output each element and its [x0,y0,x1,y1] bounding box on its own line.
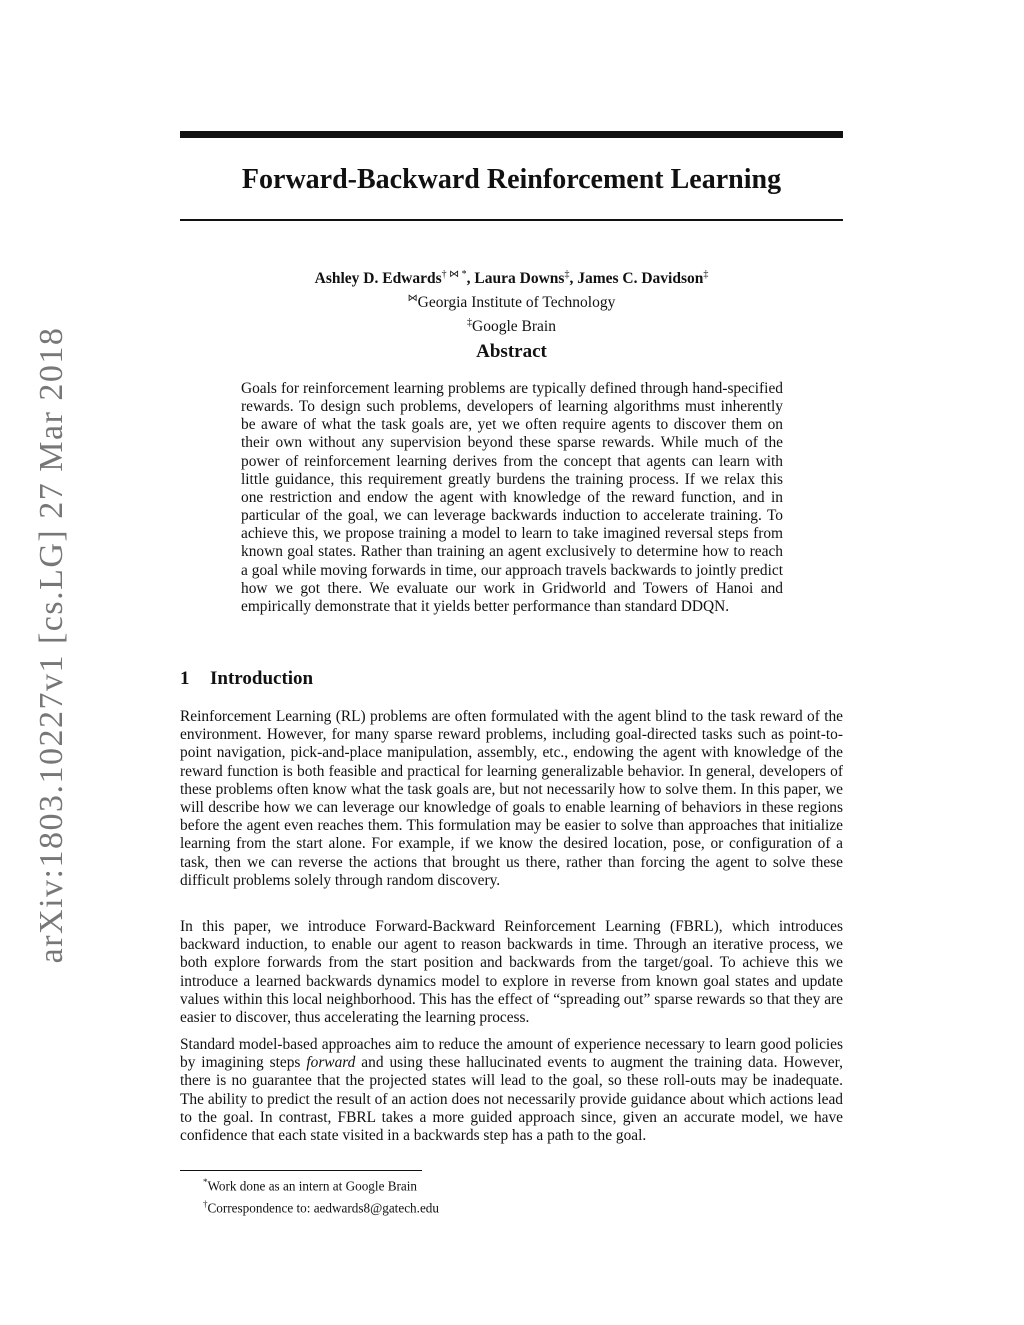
section-number: 1 [180,668,190,689]
emphasized-word: forward [306,1054,356,1072]
section-heading-introduction [180,667,313,691]
author-block [180,265,843,337]
author-name: Laura Downs [474,270,565,288]
footnotes [203,1173,439,1218]
affiliation-text: Google Brain [472,318,556,336]
footnote-rule [180,1170,422,1171]
author-marks: ‡ [703,269,709,280]
paper-title: Forward-Backward Reinforcement Learning [241,164,782,195]
author-name: James C. Davidson [577,270,704,288]
author-separator: , [466,270,475,288]
intro-paragraph-3 [180,1036,843,1145]
author-names [180,265,843,289]
footnote-text: Correspondence to: aedwards8@gatech.edu [207,1200,439,1216]
author-name: Ashley D. Edwards [314,270,442,288]
arxiv-identifier: arXiv:1803.10227v1 [cs.LG] 27 Mar 2018 [33,326,70,964]
affiliation [180,313,843,337]
paragraph-text: and using these hallucinated events to augment the training data. However, there is no guarantee that the projected states will lead to the goal, so these roll-outs may be inadequate. The ability to predict the result of an action does not necessarily provide guidance about which actions lead to the goal. In contrast, FBRL takes a more guided approach since, given an accurate model, we have confidence that each state visited in a backwards step has a path to the goal. [180,1054,843,1145]
intro-paragraph-2: In this paper, we introduce Forward-Backward Reinforcement Learning (FBRL), which introduces backward induction, to enable our agent to reason backwards in time. Through an iterative process, we both explore forwards from the start position and backwards from the target/goal. To achieve this we introduce a learned backwards dynamics model to explore in reverse from known goal states and update values within this local neighborhood. This has the effect of “spreading out” sparse rewards so that they are easier to discover, thus accelerating the learning process. [180,918,843,1027]
intro-paragraph-1: Reinforcement Learning (RL) problems are often formulated with the agent blind to the task reward of the environment. However, for many sparse reward problems, including goal-directed tasks such as point-to-point navigation, pick-and-place manipulation, assembly, etc., endowing the agent with knowledge of the reward function is both feasible and practical for learning generalizable behavior. In general, developers of these problems often know what the task goals are, but not necessarily how to solve them. In this paper, we will describe how we can leverage our knowledge of goals to enable learning of behaviors in these regions before the agent even reaches them. This formulation may be easier to solve than approaches that initialize learning from the start alone. For example, if we know the desired location, pose, or configuration of a task, then we can reverse the actions that brought us there, rather than forcing the agent to solve these difficult problems solely through random discovery. [180,708,843,889]
affiliation-text: Georgia Institute of Technology [417,294,616,312]
affiliation-mark: ‡ [467,317,473,329]
title-bottom-rule [180,219,843,221]
affiliation-mark: ⋈ [407,293,418,305]
author-separator: , [569,270,578,288]
author-marks: ‡ [564,269,570,280]
author-marks: † ⋈ * [441,269,467,280]
footnote [203,1173,439,1195]
abstract-text: Goals for reinforcement learning problems are typically defined through hand-specified rewards. To design such problems, developers of learning algorithms must inherently be aware of what the task goals are, yet we often require agents to discover them on their own without any supervision beyond these sparse rewards. While much of the power of reinforcement learning derives from the concept that agents can learn with little guidance, this requirement greatly burdens the training process. If we relax this one restriction and endow the agent with knowledge of the reward function, and in particular of the goal, we can leverage backwards induction to accelerate training. To achieve this, we propose training a model to learn to take imagined reversal steps from known goal states. Rather than training an agent exclusively to determine how to reach a goal while moving forwards in time, our approach travels backwards to jointly predict how we got there. We evaluate our work in Gridworld and Towers of Hanoi and empirically demonstrate that it yields better performance than standard DDQN. [241,380,783,615]
footnote-text: Work done as an intern at Google Brain [207,1178,418,1194]
footnote [203,1195,439,1217]
affiliation [180,289,843,313]
footnote-mark: * [203,1177,208,1187]
paragraph-text: Standard model-based approaches aim to reduce the amount of experience necessary to learn good policies by imagining steps [180,1036,843,1072]
section-title-text: Introduction [210,668,314,689]
title-top-rule [180,131,843,138]
footnote-mark: † [203,1199,208,1210]
abstract-heading: Abstract [476,341,547,362]
